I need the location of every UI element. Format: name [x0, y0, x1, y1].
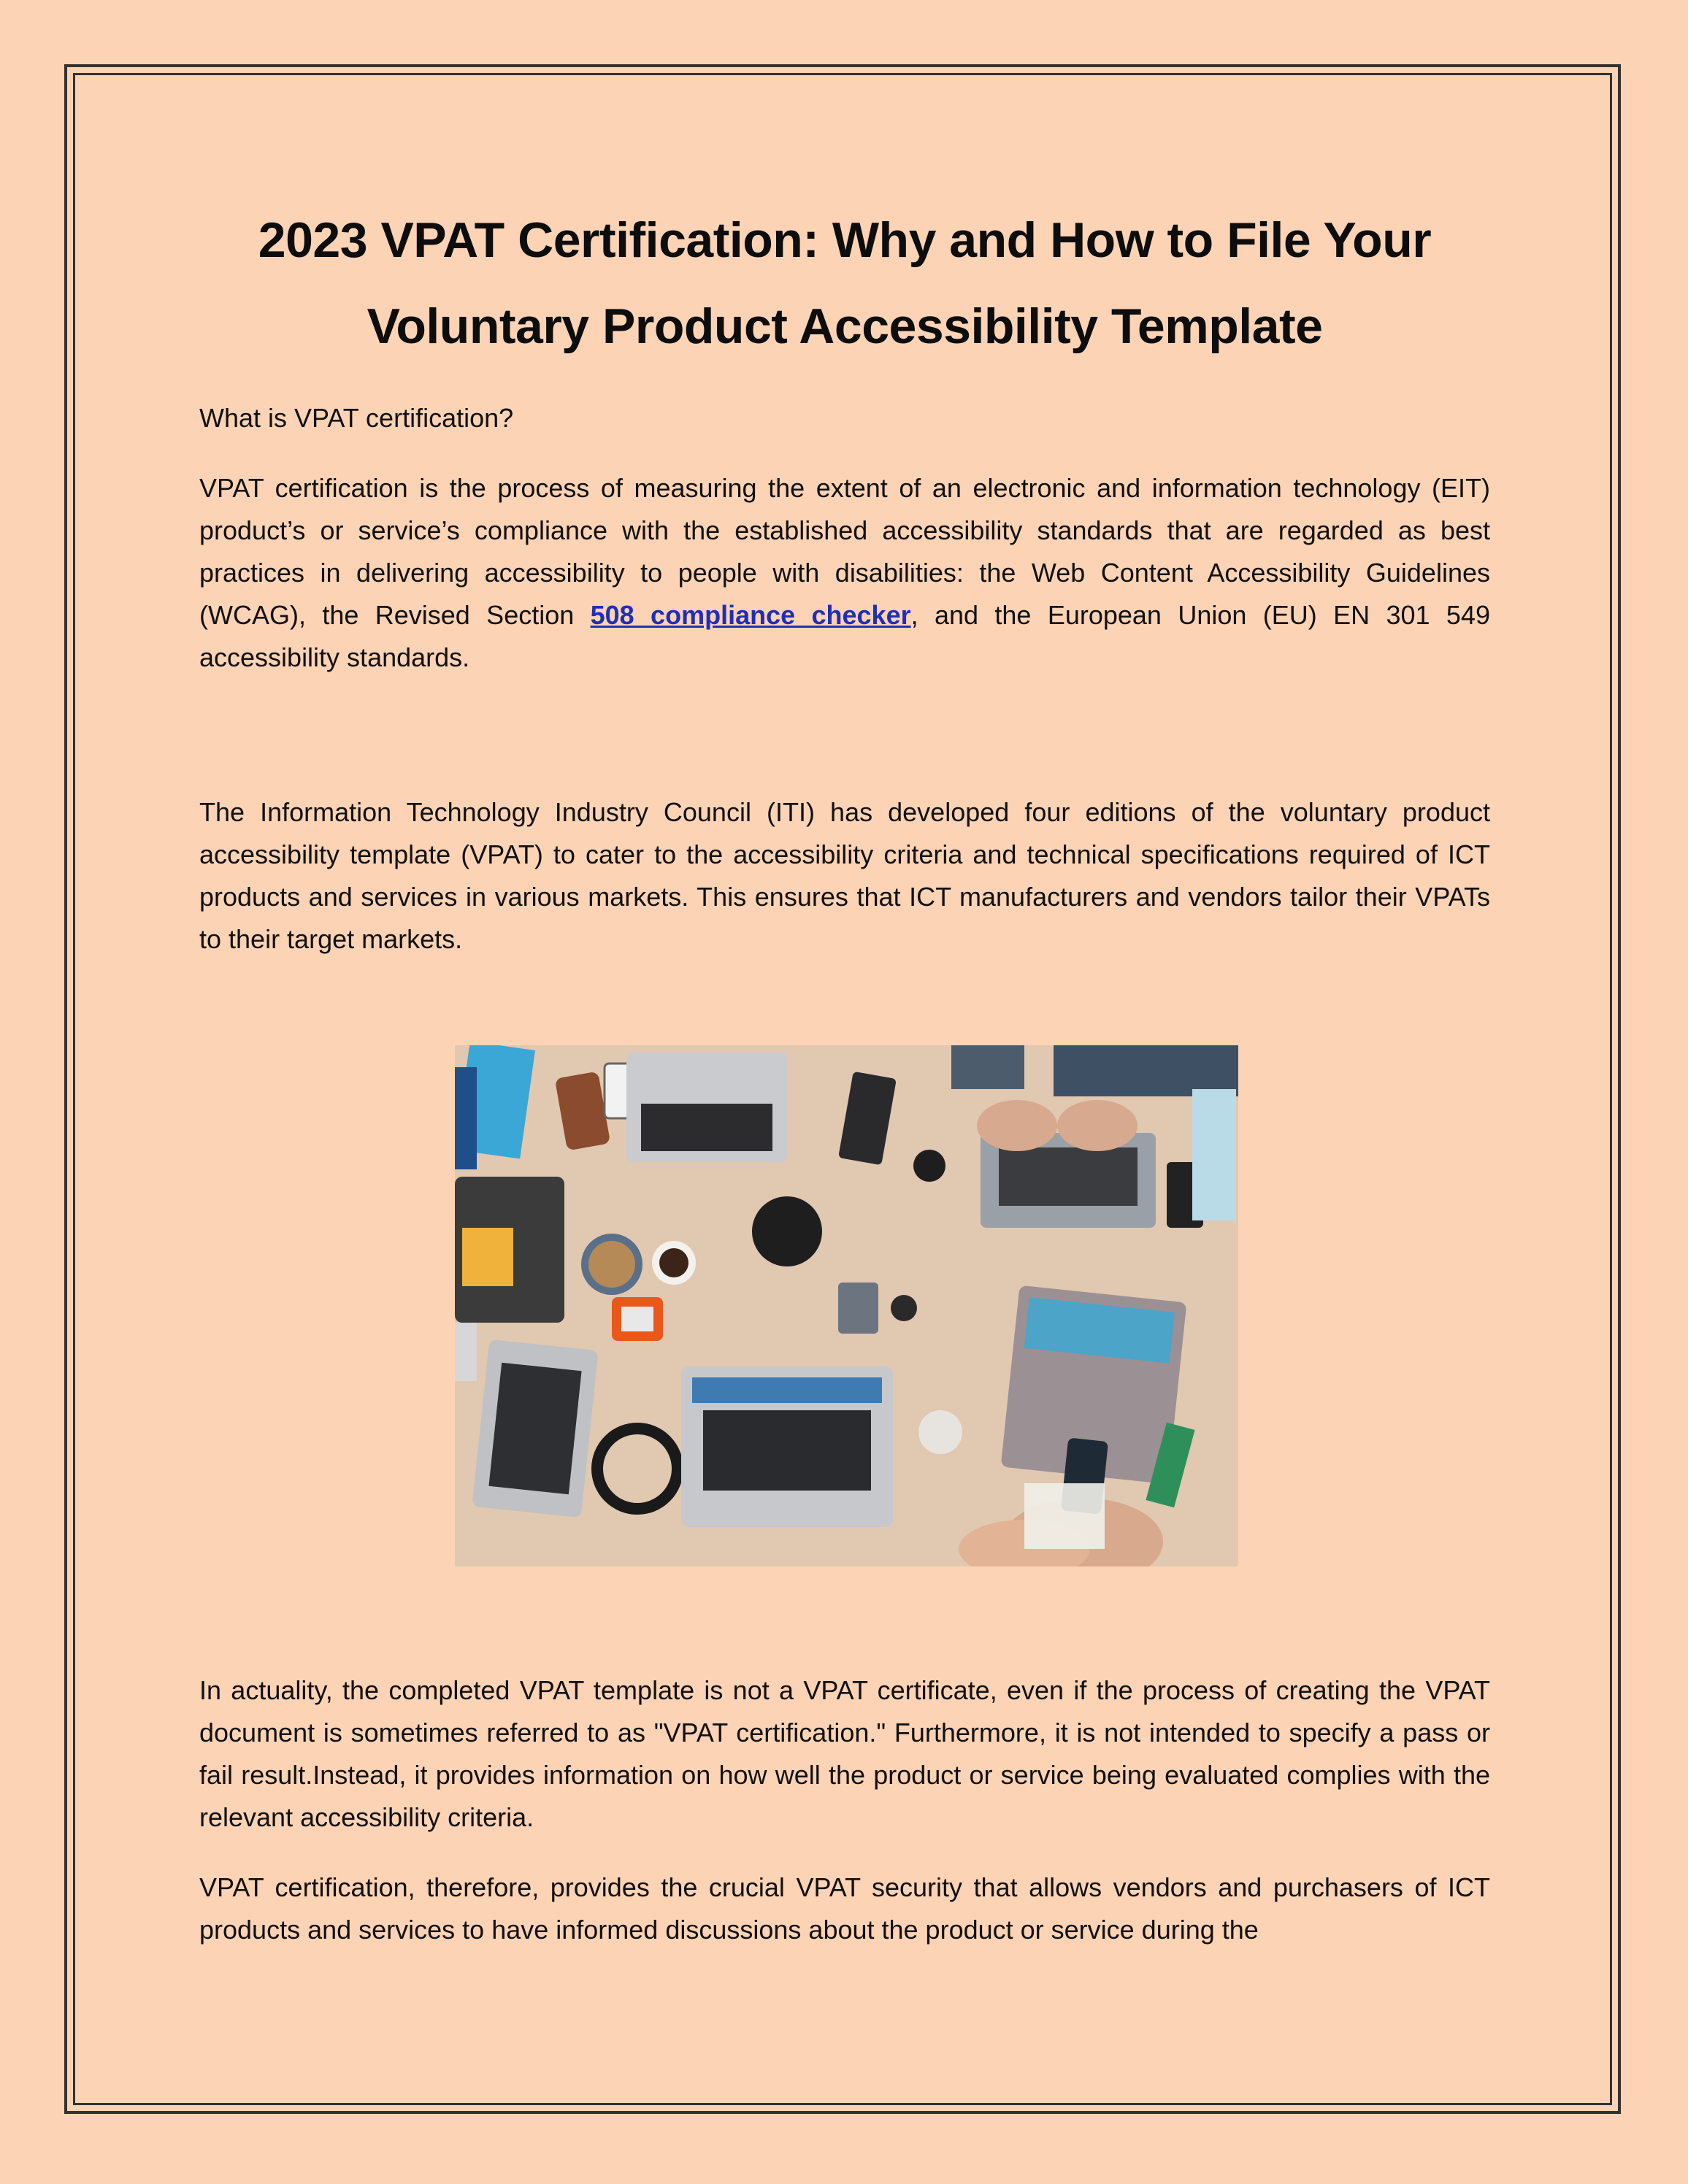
document-body-continued — [199, 1669, 1490, 1951]
section-question: What is VPAT certification? — [199, 403, 514, 433]
paragraph-definition — [199, 467, 1490, 679]
paragraph-iti-editions: The Information Technology Industry Council (ITI) has developed four editions of the voluntary product accessibility template (VPAT) to cater to the accessibility criteria and technical specifications required of ICT products and services in various markets. This ensures that ICT manufacturers and vendors tailor their VPATs to their target markets. — [199, 797, 1490, 954]
paragraph-definition-text-end: , and the European Union (EU) EN 301 549 accessibility standards. — [199, 600, 1490, 672]
workspace-photo-illustration — [455, 1045, 1238, 1566]
document-body — [199, 197, 1490, 961]
compliance-checker-link[interactable]: 508 compliance checker — [590, 600, 911, 630]
paragraph-vpat-security: VPAT certification, therefore, provides the crucial VPAT security that allows vendors and purchasers of ICT products and services to have informed discussions about the product or service during the — [199, 1872, 1490, 1945]
document-title: 2023 VPAT Certification: Why and How to File Your Voluntary Product Accessibility Template — [258, 212, 1432, 354]
paragraph-definition-text-start: VPAT certification is the process of measuring the extent of an electronic and information technology (EIT) product’s or service’s compliance with the established accessibility standards that are regarded as best practices in delivering accessibility to people with disabilities: the Web Content Accessibility Guidelines (WCAG), the Revised Section — [199, 473, 1490, 630]
workspace-photo — [455, 1045, 1238, 1566]
paragraph-not-certificate: In actuality, the completed VPAT template is not a VPAT certificate, even if the process of creating the VPAT document is sometimes referred to as "VPAT certification." Furthermore, it is not intended to specify a pass or fail result.Instead, it provides information on how well the product or service being evaluated complies with the relevant accessibility criteria. — [199, 1675, 1490, 1832]
